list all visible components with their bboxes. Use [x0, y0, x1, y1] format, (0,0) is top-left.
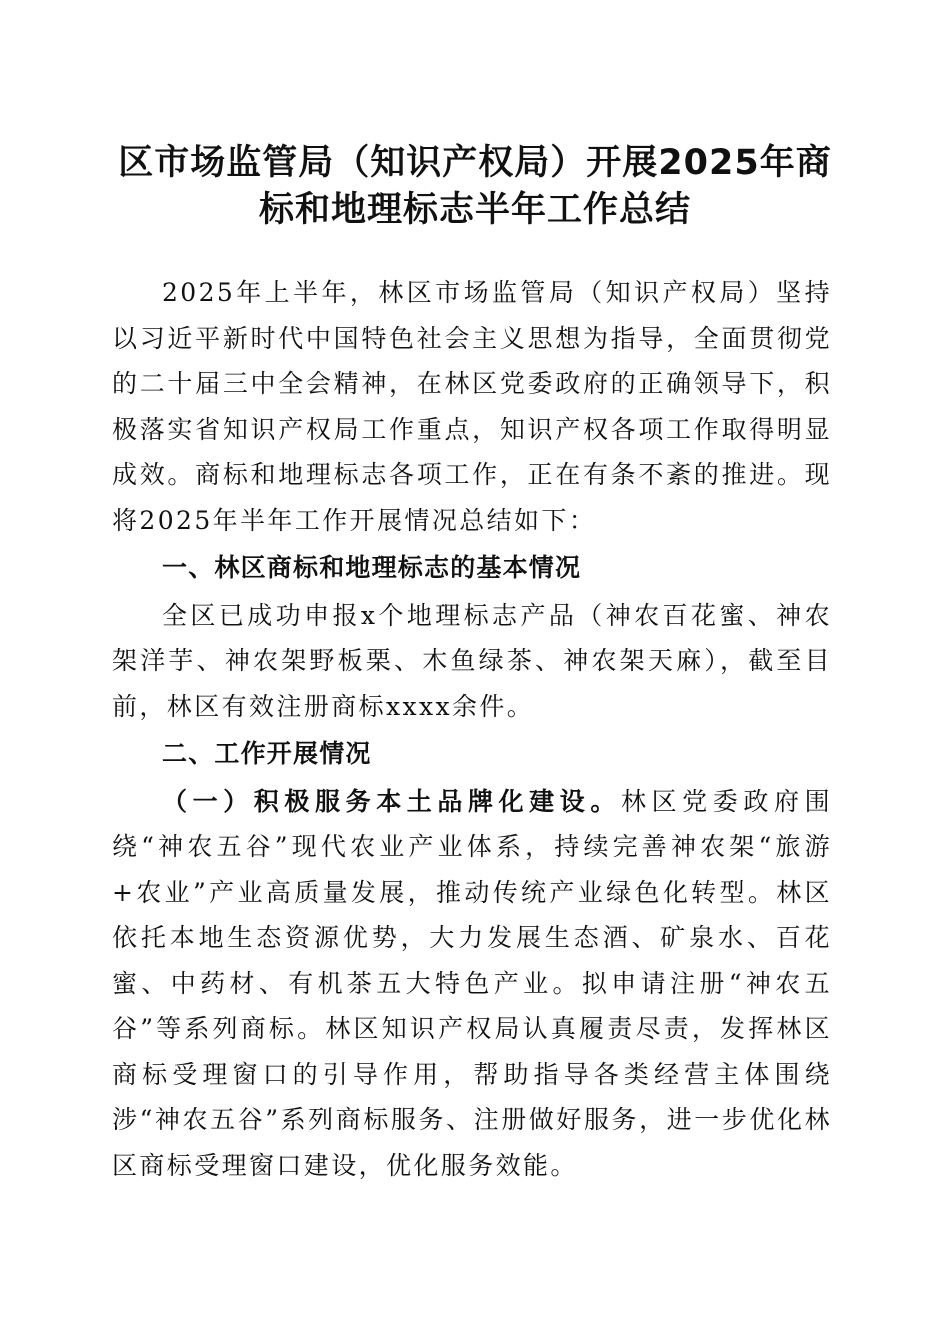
- subsection-1-heading: （一）积极服务本土品牌化建设。: [162, 786, 621, 816]
- subsection-1-paragraph: [112, 779, 832, 1189]
- section-2-heading: 二、工作开展情况: [162, 739, 372, 768]
- document-title-line-1: 区市场监管局（知识产权局）开展2025年商: [118, 143, 832, 183]
- document-title-line-2: 标和地理标志半年工作总结: [258, 190, 691, 230]
- document-body: [112, 270, 832, 1188]
- section-1-heading: 一、林区商标和地理标志的基本情况: [162, 553, 582, 582]
- subsection-1-body: 林区党委政府围绕“神农五谷”现代农业产业体系，持续完善神农架“旅游+农业”产业高质量发展，推动传统产业绿色化转型。林区依托本地生态资源优势，大力发展生态酒、矿泉水、百花蜜、中药材、有机茶五大特色产业。拟申请注册“神农五谷”等系列商标。林区知识产权局认真履责尽责，发挥林区商标受理窗口的引导作用，帮助指导各类经营主体围绕涉“神农五谷”系列商标服务、注册做好服务，进一步优化林区商标受理窗口建设，优化服务效能。: [112, 786, 832, 1180]
- intro-paragraph: 2025年上半年，林区市场监管局（知识产权局）坚持以习近平新时代中国特色社会主义思想为指导，全面贯彻党的二十届三中全会精神，在林区党委政府的正确领导下，积极落实省知识产权局工作重点，知识产权各项工作取得明显成效。商标和地理标志各项工作，正在有条不紊的推进。现将2025年半年工作开展情况总结如下：: [112, 278, 832, 535]
- section-1-paragraph: 全区已成功申报x个地理标志产品（神农百花蜜、神农架洋芋、神农架野板栗、木鱼绿茶、神农架天麻），截至目前，林区有效注册商标xxxx余件。: [112, 600, 832, 721]
